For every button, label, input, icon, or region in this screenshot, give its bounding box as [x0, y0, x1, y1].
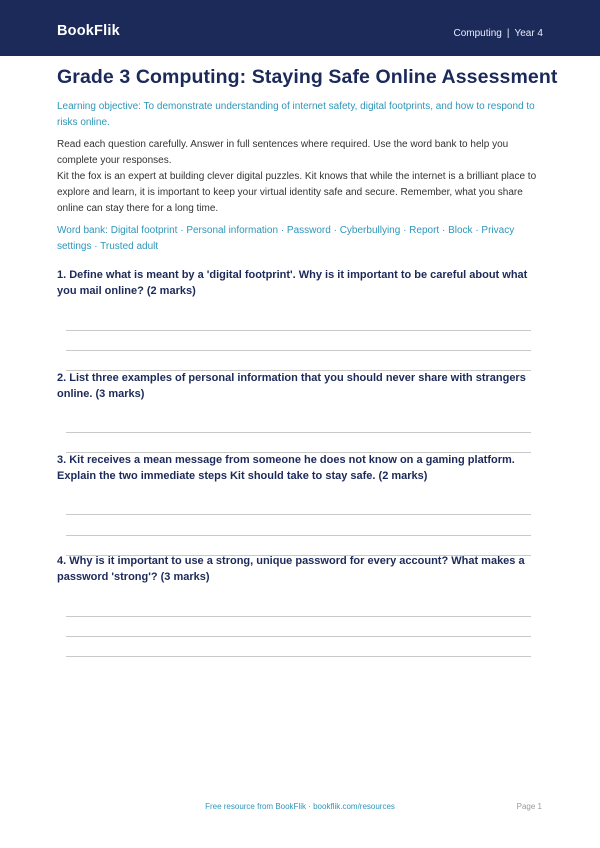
question-4: 4. Why is it important to use a strong, unique password for every account? What makes a password 'strong'? (3 marks): [57, 555, 525, 583]
page-number: Page 1: [516, 802, 542, 811]
answer-line[interactable]: [66, 656, 531, 657]
learning-objective: Learning objective: To demonstrate understanding of internet safety, digital footprints, and how to respond to risks online.: [57, 101, 535, 128]
header-bar: [0, 0, 600, 56]
question-1: 1. Define what is meant by a 'digital footprint'. Why is it important to be careful about what you mail online? (2 marks): [57, 269, 528, 297]
footer-link[interactable]: Free resource from BookFlik · bookflik.com/resources: [205, 802, 395, 811]
question-3: 3. Kit receives a mean message from someone he does not know on a gaming platform. Explain the two immediate steps Kit should take to stay safe. (2 marks): [57, 454, 515, 482]
breadcrumb-separator: |: [506, 28, 510, 39]
answer-line[interactable]: [66, 636, 531, 637]
answer-line[interactable]: [66, 535, 531, 536]
breadcrumb: [453, 28, 543, 39]
story-text: Kit the fox is an expert at building clever digital puzzles. Kit knows that while the internet is a brilliant place to explore and learn, it is important to keep your virtual identity safe and secure. Remember, what you share online can stay there for a long time.: [57, 171, 537, 214]
answer-line[interactable]: [66, 514, 531, 515]
instructions-text: Read each question carefully. Answer in full sentences where required. Use the word bank to help you complete your responses.: [57, 139, 509, 166]
answer-line[interactable]: [66, 330, 531, 331]
subject-label: Computing: [453, 28, 502, 39]
word-bank: Word bank: Digital footprint · Personal information · Password · Cyberbullying · Report · Block · Privacy settings · Trusted adult: [57, 225, 515, 252]
year-label: Year 4: [514, 28, 543, 39]
question-2: 2. List three examples of personal information that you should never share with strangers online. (3 marks): [57, 372, 526, 400]
brand-logo[interactable]: BookFlik: [57, 23, 120, 39]
answer-line[interactable]: [66, 432, 531, 433]
answer-line[interactable]: [66, 616, 531, 617]
answer-line[interactable]: [66, 350, 531, 351]
page-title: Grade 3 Computing: Staying Safe Online Assessment: [57, 66, 558, 88]
